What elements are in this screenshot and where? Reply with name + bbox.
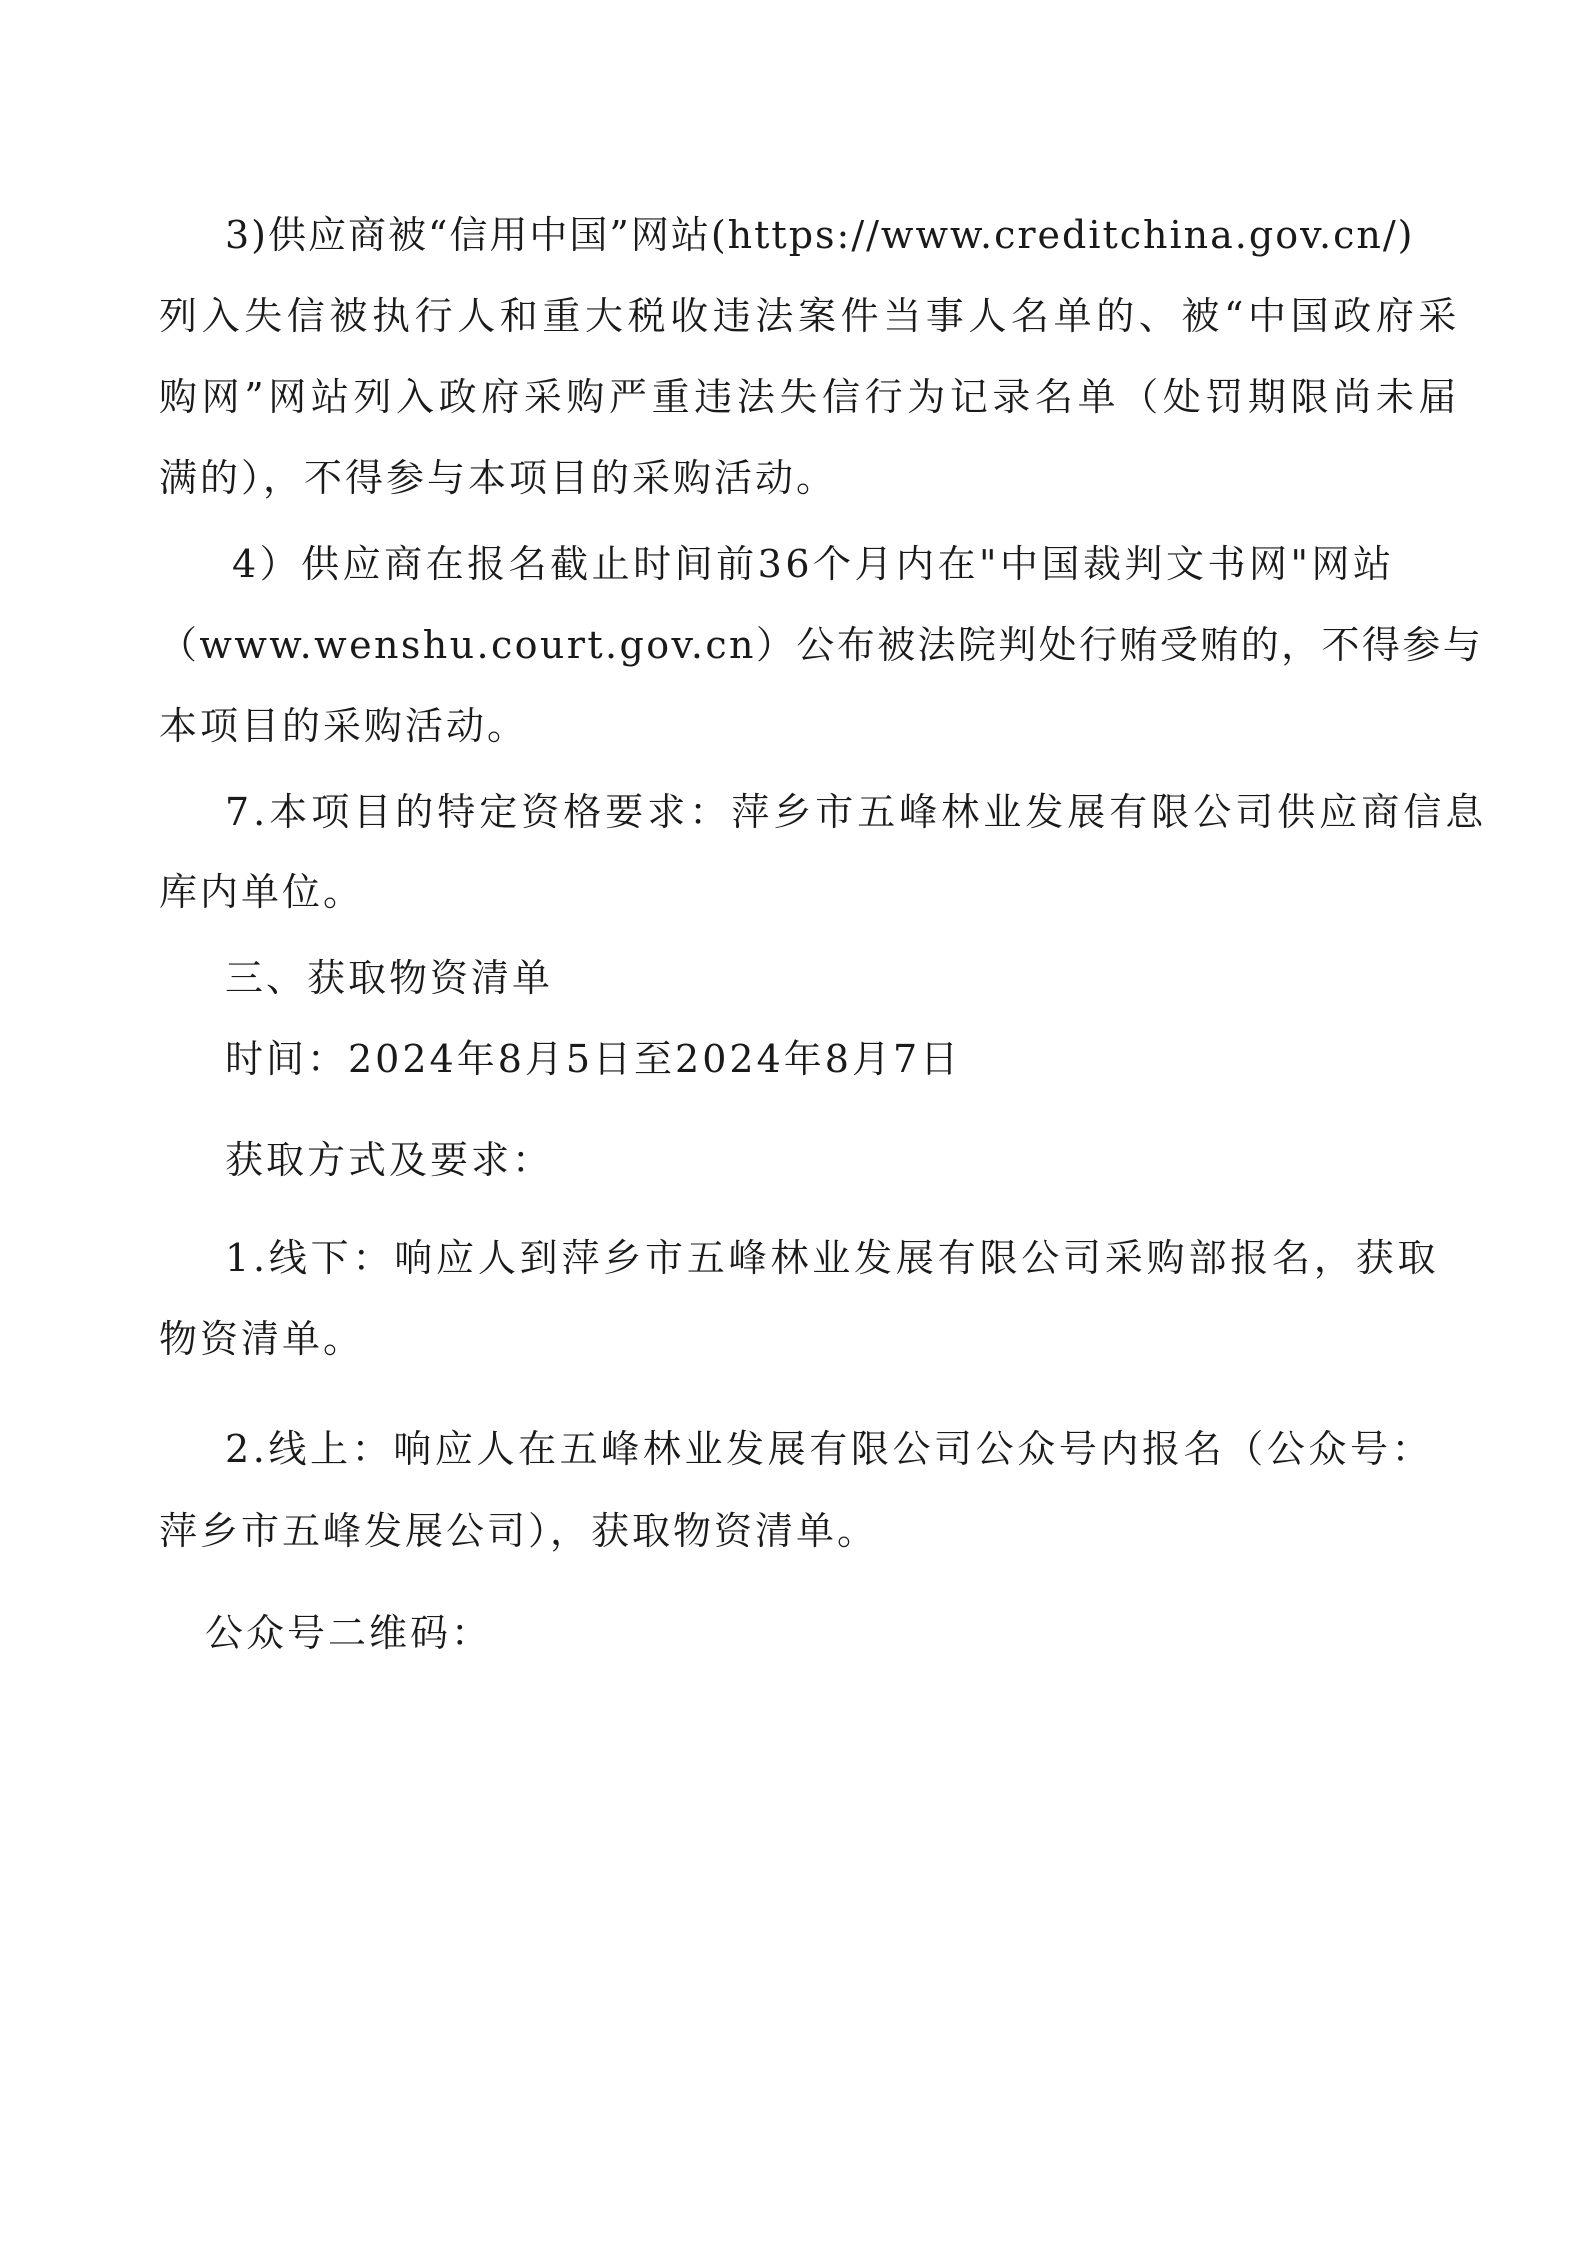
text-line-judgment-website: 4）供应商在报名截止时间前36个月内在"中国裁判文书网"网站 bbox=[232, 542, 1395, 586]
text-line-procurement-activity: 本项目的采购活动。 bbox=[159, 704, 529, 748]
text-line-online-account-name: 萍乡市五峰发展公司），获取物资清单。 bbox=[159, 1509, 879, 1553]
text-line-supplier-database: 库内单位。 bbox=[159, 870, 365, 914]
text-line-method-requirements: 获取方式及要求： bbox=[225, 1138, 554, 1182]
text-line-dishonest-list: 列入失信被执行人和重大税收违法案件当事人名单的、被“中国政府采 bbox=[159, 294, 1462, 338]
text-line-bribery-record: （www.wenshu.court.gov.cn）公布被法院判处行贿受贿的，不得参与 bbox=[159, 623, 1484, 667]
text-line-offline-material-list: 物资清单。 bbox=[159, 1317, 365, 1361]
text-line-specific-qualification: 7.本项目的特定资格要求：萍乡市五峰林业发展有限公司供应商信息 bbox=[225, 790, 1488, 834]
text-line-time: 时间：2024年8月5日至2024年8月7日 bbox=[225, 1037, 962, 1081]
text-line-supplier-credit-china: 3)供应商被“信用中国”网站(https://www.creditchina.gov.cn/) bbox=[225, 213, 1415, 257]
text-line-online-registration: 2.线上：响应人在五峰林业发展有限公司公众号内报名（公众号： bbox=[225, 1427, 1434, 1471]
text-line-qr-code-label: 公众号二维码： bbox=[205, 1611, 493, 1655]
section-heading-obtain-list: 三、获取物资清单 bbox=[225, 956, 554, 1000]
text-line-procurement-record: 购网”网站列入政府采购严重违法失信行为记录名单（处罚期限尚未届 bbox=[159, 375, 1462, 419]
text-line-not-eligible: 满的），不得参与本项目的采购活动。 bbox=[159, 456, 838, 500]
text-line-offline-registration: 1.线下：响应人到萍乡市五峰林业发展有限公司采购部报名，获取 bbox=[225, 1236, 1440, 1280]
